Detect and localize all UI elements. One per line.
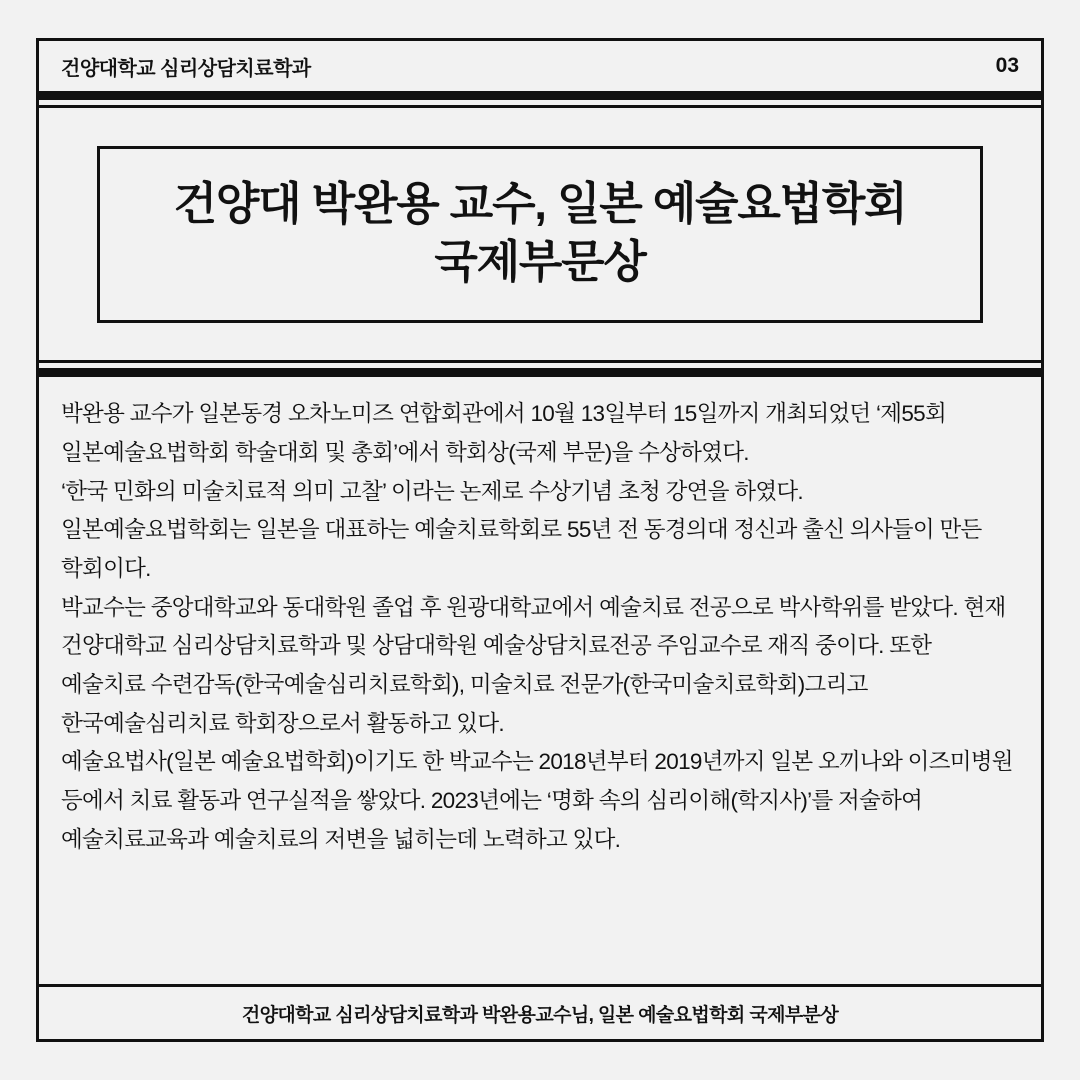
title-section (39, 108, 1041, 360)
title-box (97, 146, 983, 323)
caption-text: 건양대학교 심리상담치료학과 박완용교수님, 일본 예술요법학회 국제부분상 (241, 1004, 839, 1026)
page-number: 03 (995, 54, 1019, 77)
title-line-2: 국제부문상 (434, 235, 646, 287)
body-paragraph: 박교수는 중앙대학교와 동대학원 졸업 후 원광대학교에서 예술치료 전공으로 박사학위를 받았다. 현재 건양대학교 심리상담치료학과 및 상담대학원 예술상담치료전공 주임교수로 재직 중이다. 또한 예술치료 수련감독(한국예술심리치료학회), 미술치료 전문가(한국미술치료학회)그리고 한국예술심리치료 학회장으로서 활동하고 있다. (61, 594, 1006, 736)
header-divider-thick (39, 91, 1041, 100)
body-paragraph: 박완용 교수가 일본동경 오차노미즈 연합회관에서 10월 13일부터 15일까지 개최되었던 ‘제55회 일본예술요법학회 학술대회 및 총회’에서 학회상(국제 부문)을 수상하였다. (61, 401, 946, 465)
body-paragraph: ‘한국 민화의 미술치료적 의미 고찰’ 이라는 논제로 수상기념 초청 강연을 하였다. (61, 478, 803, 504)
article-body (39, 377, 1041, 984)
department-label: 건양대학교 심리상담치료학과 (61, 57, 311, 80)
caption-section (39, 987, 1041, 1039)
body-paragraph: 예술요법사(일본 예술요법학회)이기도 한 박교수는 2018년부터 2019년까지 일본 오끼나와 이즈미병원 등에서 치료 활동과 연구실적을 쌓았다. 2023년에는 ‘명화 속의 심리이해(학지사)’를 저술하여 예술치료교육과 예술치료의 저변을 넓히는데 노력하고 있다. (61, 749, 1013, 852)
news-card (36, 38, 1044, 1042)
card-header (39, 41, 1041, 91)
body-paragraph: 일본예술요법학회는 일본을 대표하는 예술치료학회로 55년 전 동경의대 정신과 출신 의사들이 만든 학회이다. (61, 517, 982, 581)
title-line-1: 건양대 박완용 교수, 일본 예술요법학회 (173, 178, 907, 229)
title-divider-thick (39, 368, 1041, 377)
